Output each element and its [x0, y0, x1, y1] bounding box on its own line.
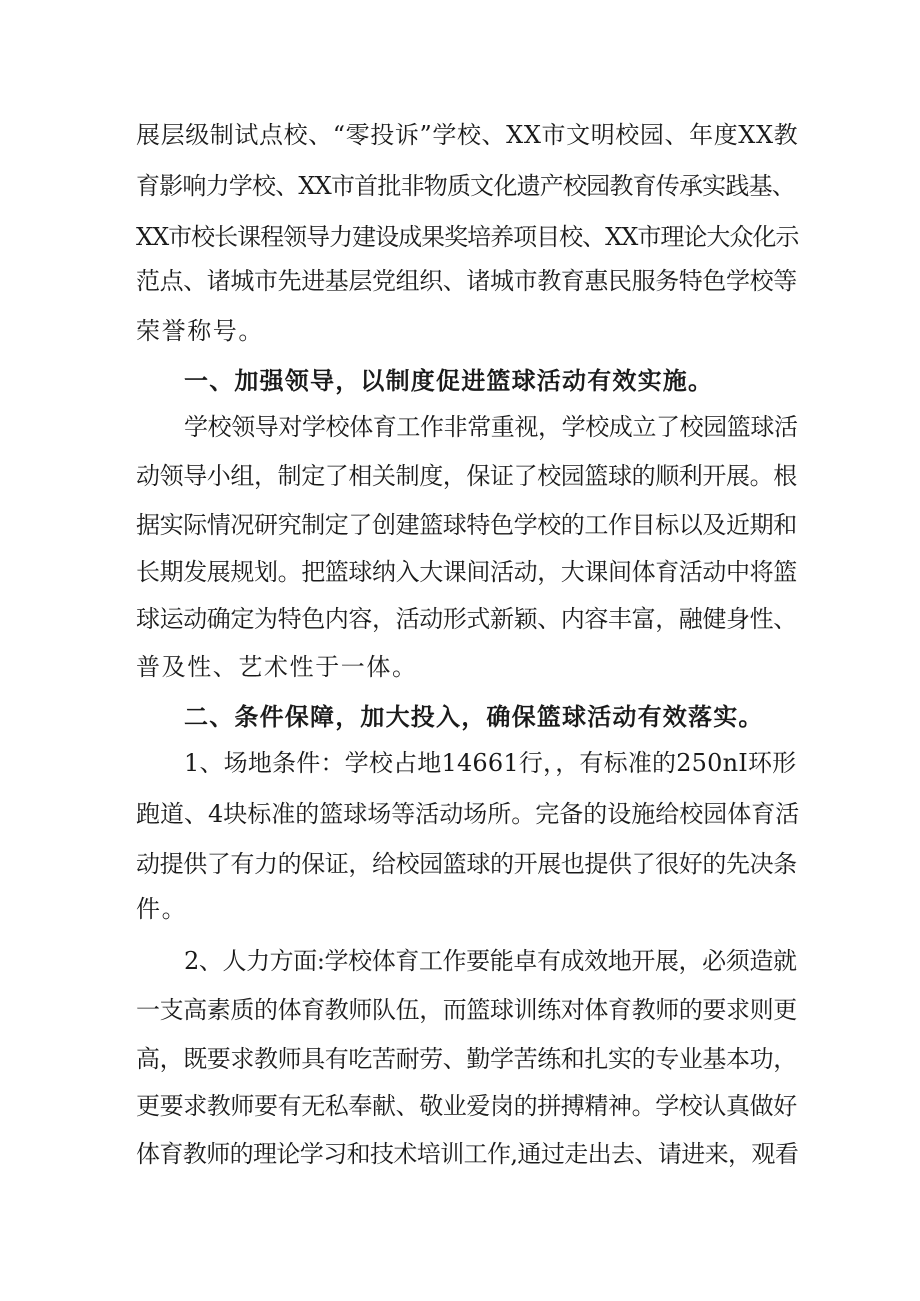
paragraph-line: 普及性、艺术性于一体。	[136, 653, 418, 681]
paragraph-line: 范点、诸城市先进基层党组织、诸城市教育惠民服务特色学校等	[136, 267, 797, 295]
section-heading-2: 二、条件保障，加大投入，确保篮球活动有效落实。	[184, 703, 764, 731]
paragraph-line: 球运动确定为特色内容，活动形式新颖、内容丰富，融健身性、	[136, 605, 797, 633]
paragraph-line: 动提供了有力的保证，给校园篮球的开展也提供了很好的先决条	[136, 850, 797, 878]
paragraph-line: 一支高素质的体育教师队伍，而篮球训练对体育教师的要求则更	[136, 996, 797, 1024]
paragraph-line: 动领导小组，制定了相关制度，保证了校园篮球的顺利开展。根	[136, 462, 797, 490]
paragraph-line: 展层级制试点校、“零投诉”学校、XX市文明校园、年度XX教	[136, 121, 799, 149]
paragraph-line: 跑道、4块标准的篮球场等活动场所。完备的设施给校园体育活	[136, 800, 800, 828]
paragraph-line: 长期发展规划。把篮球纳入大课间活动，大课间体育活动中将篮	[136, 558, 797, 586]
paragraph-line: 荣誉称号。	[136, 317, 264, 345]
paragraph-line: 件。	[136, 895, 188, 923]
paragraph-line: 据实际情况研究制定了创建篮球特色学校的工作目标以及近期和	[136, 511, 797, 539]
paragraph-line: 1、场地条件：学校占地14661行，，有标准的250nI环形	[184, 749, 797, 777]
paragraph-line: 学校领导对学校体育工作非常重视，学校成立了校园篮球活	[184, 413, 798, 441]
paragraph-line: 高，既要求教师具有吃苦耐劳、勤学苦练和扎实的专业基本功，	[136, 1045, 797, 1073]
paragraph-line: XX市校长课程领导力建设成果奖培养项目校、XX市理论大众化示	[136, 223, 799, 251]
paragraph-line: 2、人力方面:学校体育工作要能卓有成效地开展，必须造就	[184, 947, 797, 975]
section-heading-1: 一、加强领导，以制度促进篮球活动有效实施。	[184, 367, 714, 395]
paragraph-line: 更要求教师要有无私奉献、敬业爱岗的拼搏精神。学校认真做好	[136, 1092, 797, 1120]
paragraph-line: 育影响力学校、XX市首批非物质文化遗产校园教育传承实践基、	[136, 172, 795, 200]
paragraph-line: 体育教师的理论学习和技术培训工作,通过走出去、请进来，观看	[136, 1140, 799, 1168]
